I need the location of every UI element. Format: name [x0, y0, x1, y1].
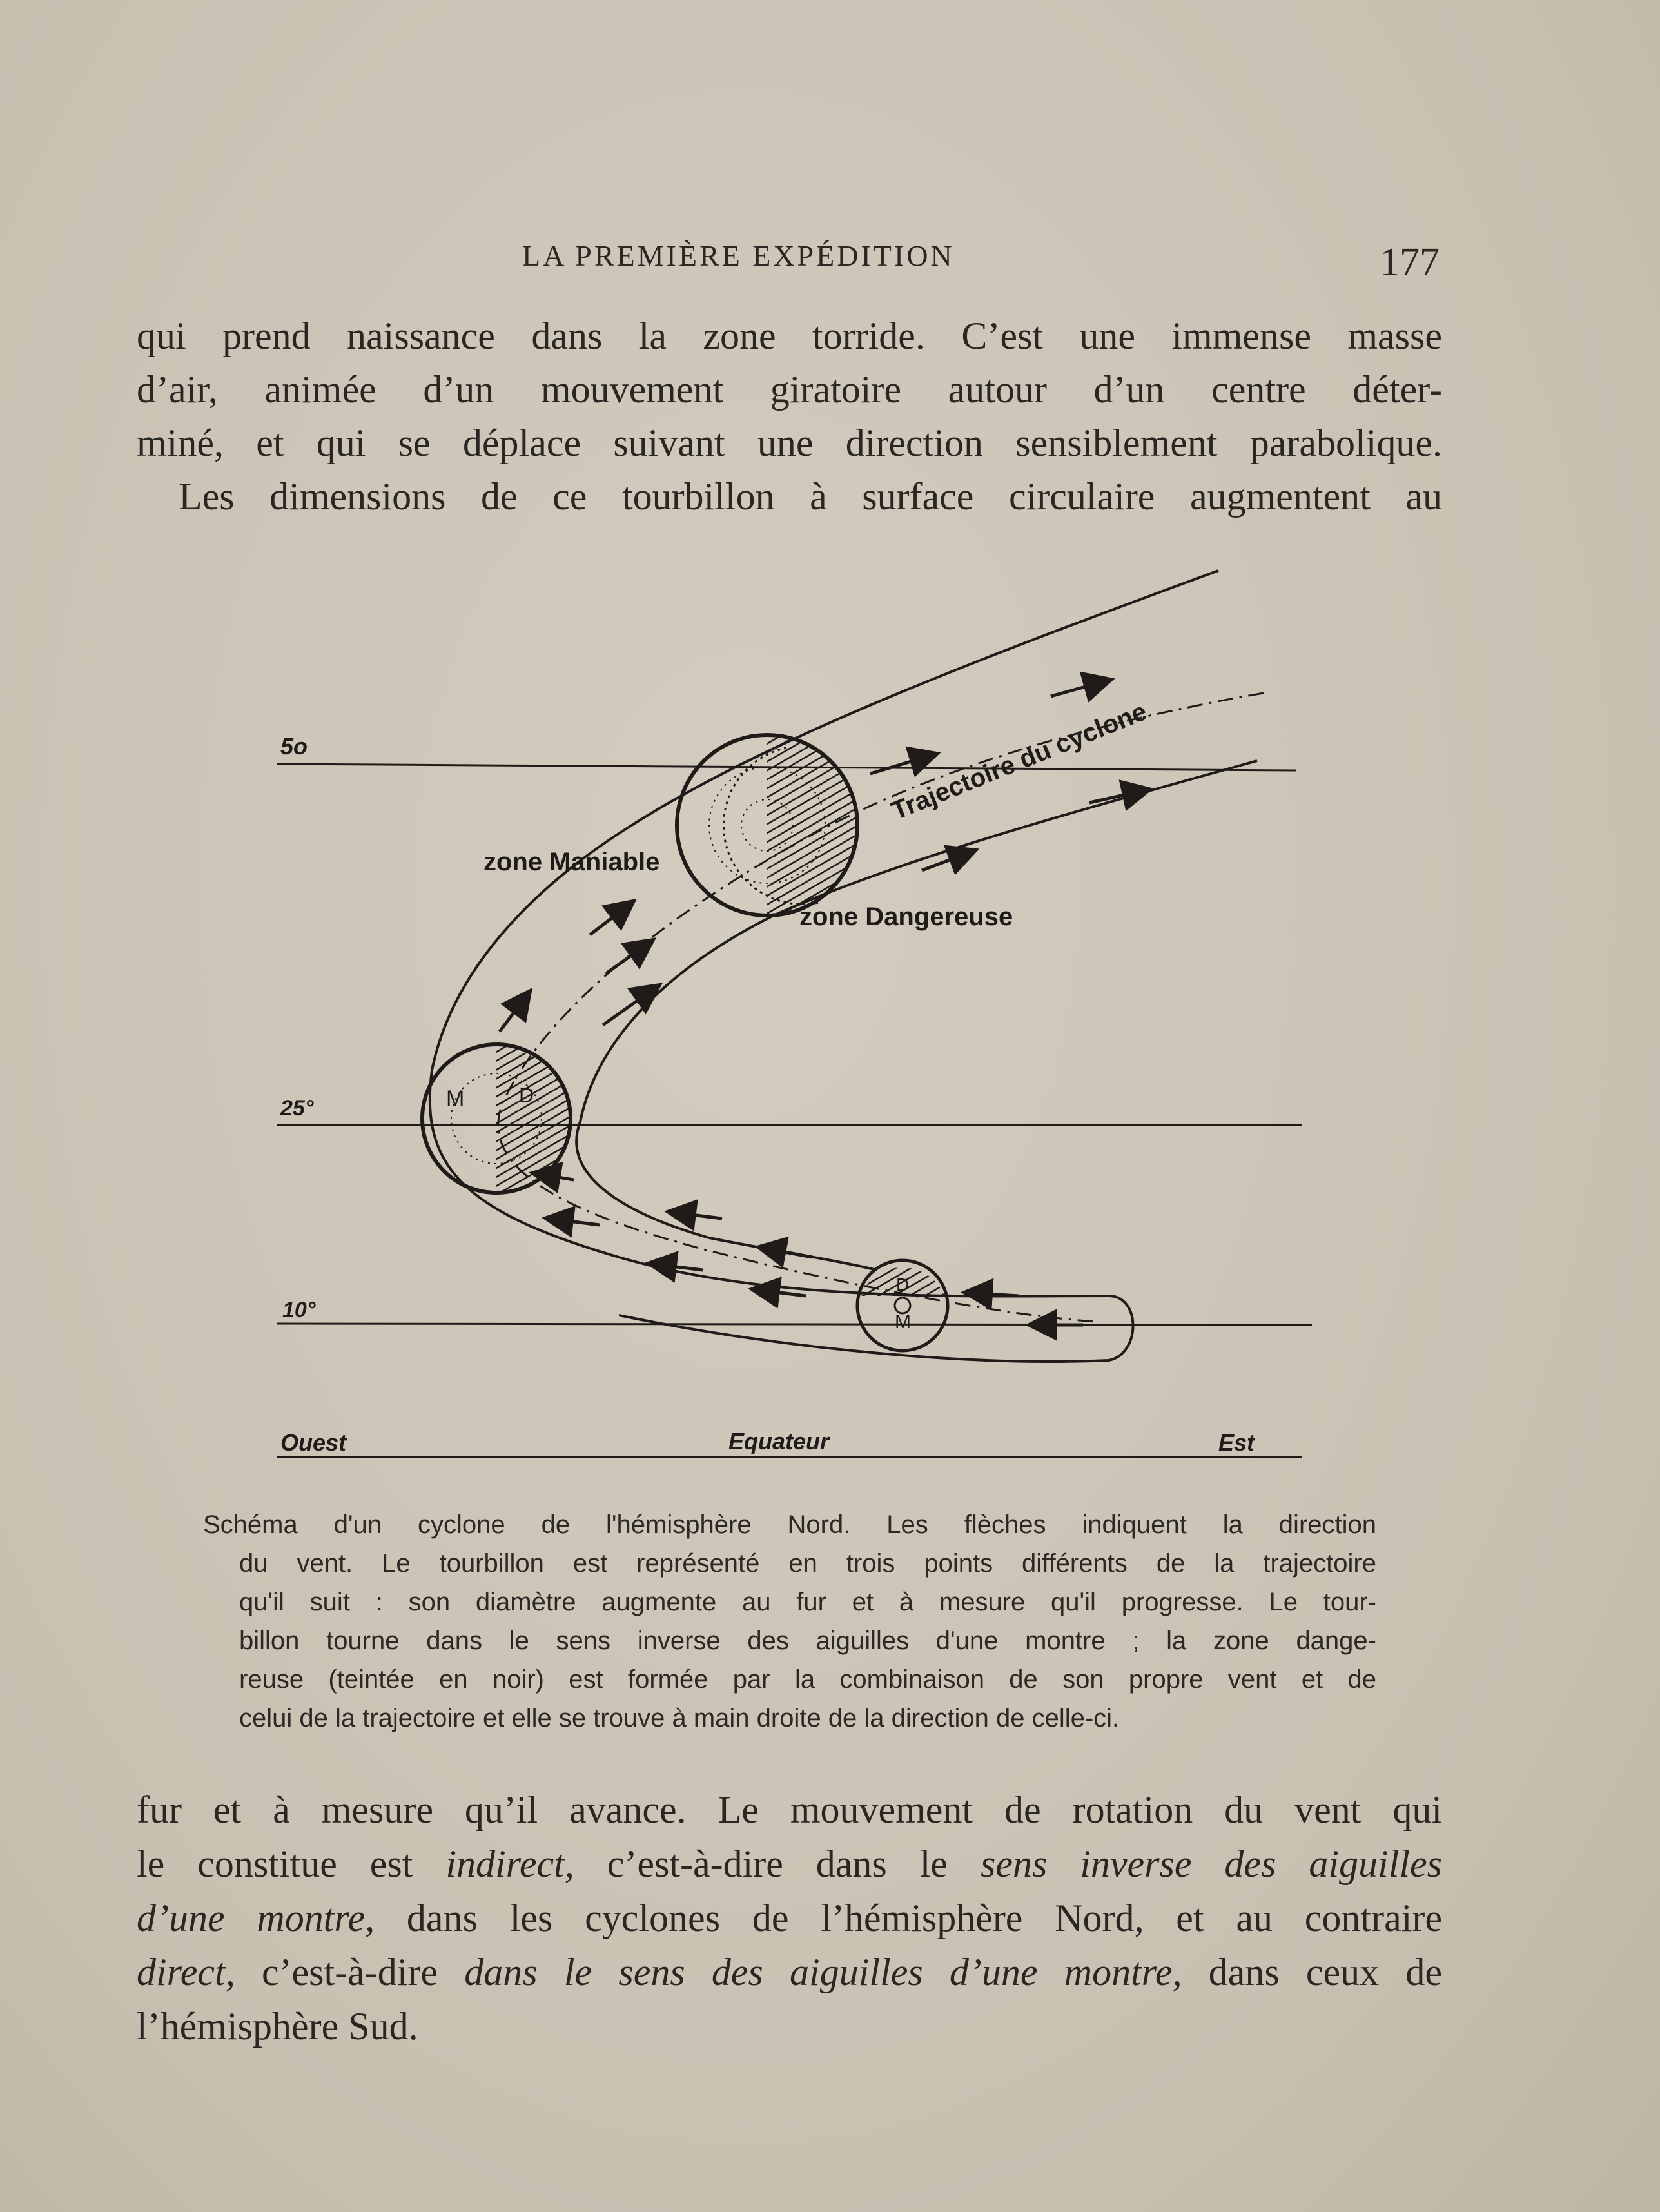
- final-line-1: fur et à mesure qu’il avance. Le mouvement de rotation du vent qui: [137, 1788, 1442, 1831]
- final-paragraph: [137, 1783, 1442, 2053]
- intro-line-1: qui prend naissance dans la zone torride. C’est une immense masse: [137, 315, 1442, 357]
- intro-line-2: d’air, animée d’un mouvement giratoire autour d’un centre déter-: [137, 368, 1442, 411]
- cyclone-diagram: [258, 554, 1328, 1470]
- figure-caption: [203, 1505, 1376, 1737]
- final-line-2-part-c: c’est-à-dire dans le: [574, 1843, 981, 1885]
- cyclone-large: [677, 735, 857, 915]
- label-lat-50: 5o: [280, 733, 308, 759]
- final-line-4: [137, 1945, 1442, 1999]
- running-title: LA PREMIÈRE EXPÉDITION: [522, 239, 955, 272]
- intro-line-4: Les dimensions de ce tourbillon à surface circulaire augmentent au: [179, 475, 1442, 518]
- cyclone-medium: [422, 1044, 571, 1193]
- label-d-small: D: [896, 1275, 910, 1295]
- intro-line-3: miné, et qui se déplace suivant une direction sensiblement parabolique.: [137, 422, 1442, 464]
- label-lat-10: 10°: [282, 1298, 316, 1322]
- label-m-medium: M: [446, 1086, 465, 1111]
- caption-line-3: qu'il suit : son diamètre augmente au fur et à mesure qu'il progresse. Le tour-: [239, 1588, 1376, 1616]
- final-line-2: [137, 1837, 1442, 1891]
- final-line-3: [137, 1891, 1442, 1945]
- final-line-4-italic-direct: direct,: [137, 1951, 235, 1993]
- label-equator: Equateur: [728, 1428, 830, 1454]
- final-line-2-part-a: le constitue est: [137, 1843, 446, 1885]
- caption-line-5: reuse (teintée en noir) est formée par la combinaison de son propre vent et de: [239, 1665, 1376, 1694]
- page-number: 177: [1380, 240, 1440, 284]
- label-zone-maniable: zone Maniable: [483, 848, 660, 876]
- caption-line-4: billon tourne dans le sens inverse des aiguilles d'une montre ; la zone dange-: [239, 1627, 1376, 1655]
- final-line-4-italic-sens: dans le sens des aiguilles d’une montre,: [464, 1951, 1182, 1993]
- label-west: Ouest: [280, 1429, 347, 1456]
- label-east: Est: [1218, 1429, 1255, 1456]
- caption-line-2: du vent. Le tourbillon est représenté en trois points différents de la trajectoire: [239, 1549, 1376, 1578]
- label-lat-25: 25°: [280, 1096, 314, 1121]
- label-m-small: M: [895, 1311, 911, 1333]
- trajectory-center-line: [498, 693, 1264, 1322]
- cyclone-small: [857, 1260, 948, 1351]
- corridor-outer-boundary: [430, 571, 1218, 1362]
- caption-line-6: celui de la trajectoire et elle se trouve à main droite de la direction de celle-ci.: [239, 1704, 1120, 1732]
- label-trajectory: Trajectoire du cyclone: [887, 697, 1151, 826]
- final-line-4-part-b: c’est-à-dire: [235, 1951, 465, 1993]
- label-d-medium: D: [519, 1084, 534, 1107]
- final-line-3-part-b: dans les cyclones de l’hémisphère Nord, et au contraire: [375, 1897, 1442, 1939]
- caption-line-1: Schéma d'un cyclone de l'hémisphère Nord. Les flèches indiquent la direction: [203, 1511, 1376, 1539]
- final-line-2-italic-sens: sens inverse des aiguilles: [980, 1843, 1443, 1885]
- label-zone-dangereuse: zone Dangereuse: [799, 903, 1013, 931]
- final-line-3-italic: d’une montre,: [137, 1897, 375, 1939]
- latitude-line-10: [277, 1324, 1312, 1325]
- final-line-2-italic-indirect: indirect,: [445, 1843, 574, 1885]
- final-line-4-part-d: dans ceux de: [1182, 1951, 1442, 1993]
- final-line-5: l’hémisphère Sud.: [137, 2005, 418, 2048]
